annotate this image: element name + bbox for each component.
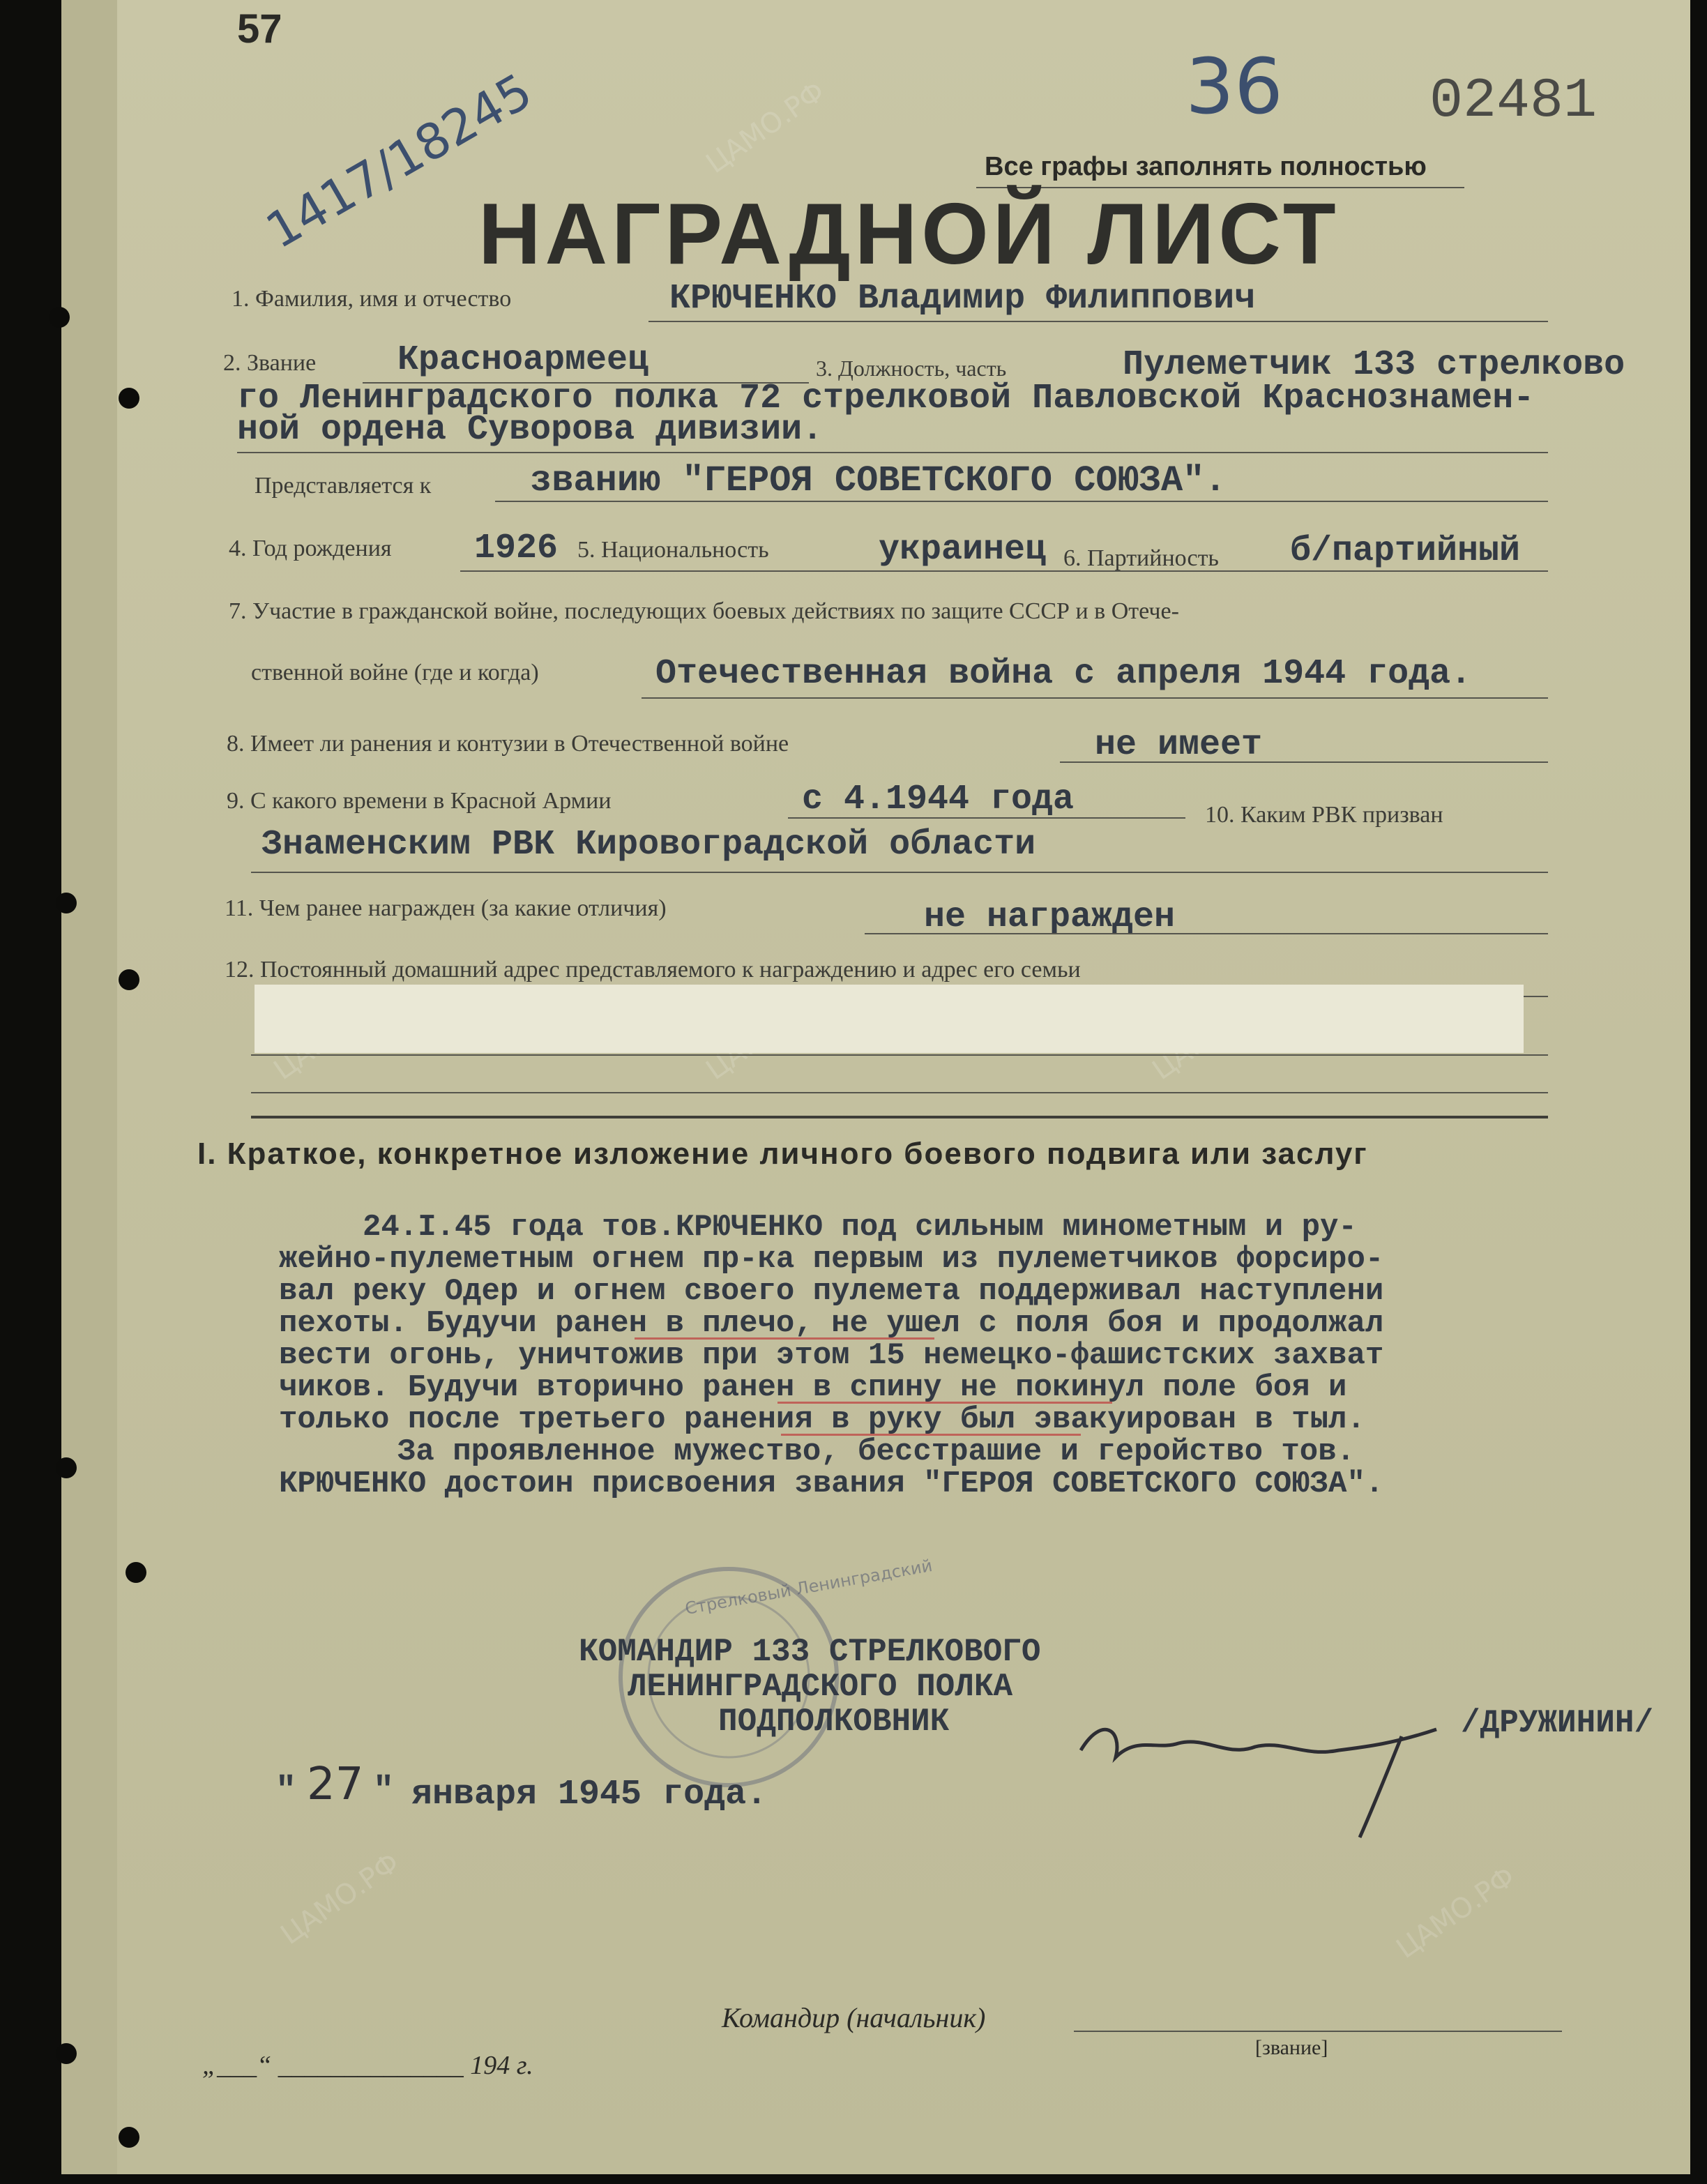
- award-sheet: [61, 0, 1690, 2174]
- nomination-value: званию "ГЕРОЯ СОВЕТСКОГО СОЮЗА".: [530, 460, 1227, 501]
- field-8-label: 8. Имеет ли ранения и контузии в Отечественной войне: [227, 731, 789, 757]
- field-8-line: [1060, 761, 1548, 763]
- field-12-line-2: [251, 1054, 1548, 1056]
- nomination-line: [495, 501, 1548, 502]
- field-3-line: [237, 452, 1548, 453]
- field-7-label: 7. Участие в гражданской войне, последующих боевых действиях по защите СССР и в Отече-: [229, 598, 1179, 624]
- sheet-number: 57: [237, 6, 282, 52]
- field-6-value: б/партийный: [1290, 531, 1521, 571]
- commander-title-line: ПОДПОЛКОВНИК: [718, 1704, 950, 1740]
- registration-number: 02481: [1429, 70, 1598, 133]
- description-line: чиков. Будучи вторично ранен в спину не покинул поле боя и: [279, 1370, 1347, 1405]
- description-line: только после третьего ранения в руку был эвакуирован в тыл.: [279, 1402, 1365, 1437]
- watermark: ЦАМО.РФ: [700, 75, 831, 180]
- field-6-label: 6. Партийность: [1063, 545, 1219, 571]
- field-5-value: украинец: [879, 530, 1047, 570]
- binder-hole: [49, 307, 70, 328]
- description-line: 24.I.45 года тов.КРЮЧЕНКО под сильным минометным и ру-: [363, 1210, 1357, 1245]
- field-5-label: 5. Национальность: [577, 537, 769, 563]
- footer-date-template: „___“ ______________ 194 г.: [202, 2051, 533, 2080]
- footer-rank-label: [звание]: [1255, 2036, 1328, 2059]
- description-line: За проявленное мужество, бесстрашие и геройство тов.: [397, 1434, 1356, 1469]
- binding-margin: [61, 0, 117, 2174]
- footer-commander-line: [1074, 2031, 1562, 2032]
- field-4-6-line: [460, 570, 1548, 572]
- field-10-value: Знаменским РВК Кировоградской области: [261, 825, 1036, 865]
- watermark: ЦАМО.РФ: [275, 1846, 406, 1951]
- description-line: пехоты. Будучи ранен в плечо, не ушел с поля боя и продолжал: [279, 1306, 1384, 1341]
- field-2-label: 2. Звание: [223, 350, 317, 376]
- field-1-line: [648, 321, 1548, 322]
- description-line: жейно-пулеметным огнем пр-ка первым из пулеметчиков форсиро-: [279, 1242, 1384, 1277]
- description-line: КРЮЧЕНКО достоин присвоения звания "ГЕРОЯ СОВЕТСКОГО СОЮЗА".: [279, 1466, 1384, 1501]
- handwritten-signature: [1074, 1674, 1450, 1841]
- field-3-line-3: ной ордена Суворова дивизии.: [237, 410, 824, 450]
- binder-hole: [119, 969, 139, 990]
- fill-instruction: Все графы заполнять полностью: [985, 152, 1427, 181]
- binder-hole: [56, 893, 77, 913]
- page-title: НАГРАДНОЙ ЛИСТ: [478, 186, 1340, 282]
- redacted-address: [255, 985, 1524, 1053]
- binder-hole: [56, 2043, 77, 2064]
- commander-name: /ДРУЖИНИН/: [1461, 1705, 1654, 1741]
- field-9-label: 9. С какого времени в Красной Армии: [227, 788, 612, 814]
- field-7-line: [642, 697, 1548, 699]
- field-11-value: не награжден: [924, 897, 1176, 937]
- commander-title-line: ЛЕНИНГРАДСКОГО ПОЛКА: [628, 1669, 1013, 1705]
- binder-hole: [56, 1457, 77, 1478]
- binder-hole: [119, 388, 139, 409]
- stamp-text: Стрелковый Ленинградский: [683, 1556, 934, 1618]
- footer-commander-label: Командир (начальник): [722, 2002, 986, 2033]
- field-7-label-cont: ственной войне (где и когда): [251, 660, 539, 685]
- description-line: вести огонь, уничтожив при этом 15 немецко-фашистских захват: [279, 1338, 1384, 1373]
- field-3-line-2: го Ленинградского полка 72 стрелковой Павловской Краснознамен-: [237, 379, 1535, 418]
- field-3-value: Пулеметчик 133 стрелково: [1123, 345, 1625, 385]
- nomination-label: Представляется к: [255, 473, 432, 499]
- field-2-value: Красноармеец: [397, 340, 649, 380]
- field-12-line-3: [251, 1092, 1548, 1093]
- binder-hole: [126, 1562, 146, 1583]
- binder-hole: [119, 2127, 139, 2148]
- field-4-label: 4. Год рождения: [229, 536, 392, 561]
- date-month-year: января 1945 года.: [411, 1775, 768, 1814]
- field-12-line: [1524, 996, 1548, 997]
- section-divider: [251, 1116, 1548, 1118]
- date-open-quote: ": [275, 1771, 297, 1811]
- description-line: вал реку Одер и огнем своего пулемета поддерживал наступлени: [279, 1274, 1384, 1309]
- red-pencil-underline: [777, 1402, 1112, 1404]
- field-4-value: 1926: [474, 529, 559, 568]
- field-12-label: 12. Постоянный домашний адрес представляемого к награждению и адрес его семьи: [225, 957, 1081, 983]
- field-9-value: с 4.1944 года: [802, 780, 1075, 819]
- red-pencil-underline: [635, 1337, 934, 1340]
- date-day: 27: [307, 1759, 364, 1810]
- field-1-label: 1. Фамилия, имя и отчество: [232, 286, 512, 312]
- handwritten-reference: 1417/18245: [256, 62, 542, 260]
- folio-number: 36: [1185, 42, 1283, 131]
- field-8-value: не имеет: [1095, 725, 1263, 765]
- section-heading: I. Краткое, конкретное изложение личного боевого подвига или заслуг: [197, 1137, 1368, 1171]
- field-1-value: КРЮЧЕНКО Владимир Филиппович: [669, 279, 1256, 319]
- field-3-label: 3. Должность, часть: [816, 356, 1007, 381]
- watermark: ЦАМО.РФ: [1390, 1860, 1522, 1965]
- field-9-line: [788, 817, 1185, 819]
- date-close-quote: ": [373, 1771, 395, 1811]
- field-7-value: Отечественная война с апреля 1944 года.: [655, 654, 1472, 694]
- red-pencil-underline: [781, 1434, 1081, 1436]
- field-11-line: [865, 933, 1548, 934]
- field-11-label: 11. Чем ранее награжден (за какие отличия): [225, 895, 667, 921]
- field-10-label: 10. Каким РВК призван: [1205, 802, 1443, 828]
- field-10-line: [251, 872, 1548, 873]
- commander-title-line: КОМАНДИР 133 СТРЕЛКОВОГО: [579, 1634, 1041, 1670]
